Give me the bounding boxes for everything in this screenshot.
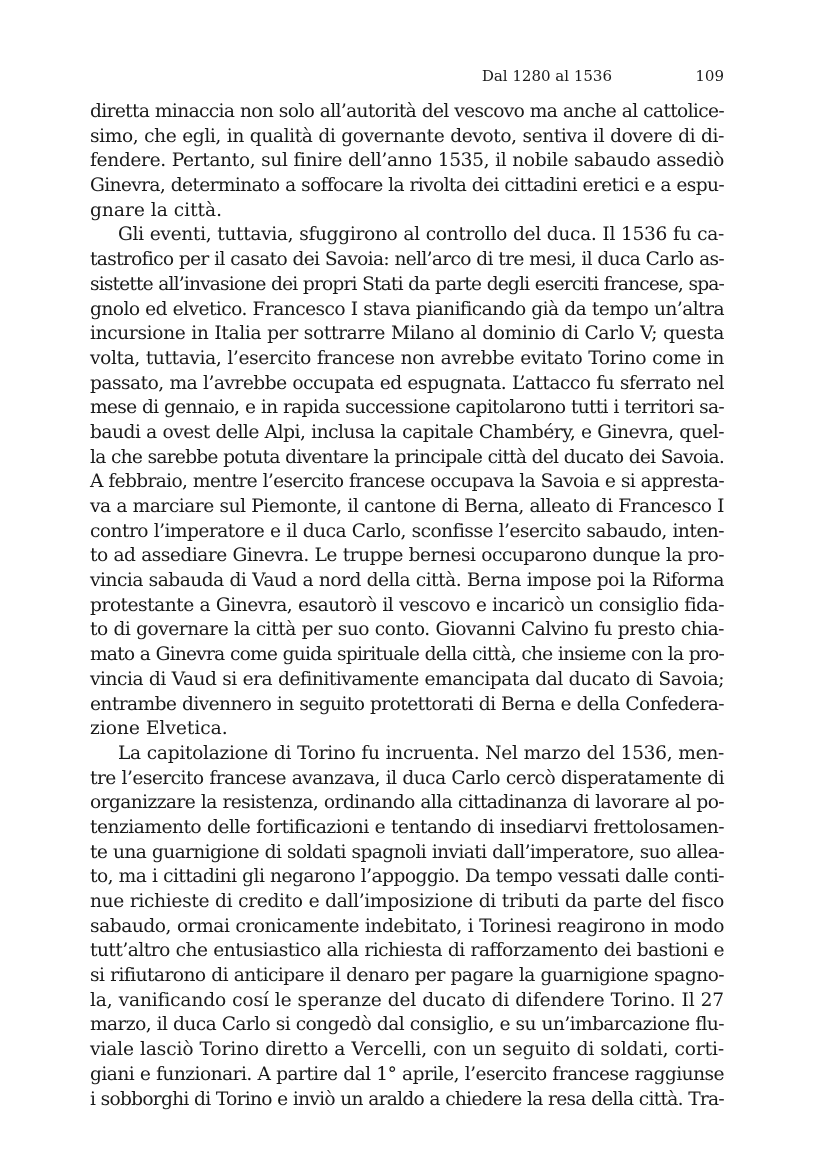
text-line: La capitolazione di Torino fu incruenta. Nel marzo del 1536, men-: [118, 742, 724, 764]
text-line: la, vanificando cosí le speranze del ducato di difendere Torino. Il 27: [90, 989, 724, 1011]
text-line: organizzare la resistenza, ordinando alla cittadinanza di lavorare al po-: [90, 792, 724, 814]
text-line: i sobborghi di Torino e inviò un araldo a chiedere la resa della città. Tra-: [90, 1088, 724, 1110]
text-line: volta, tuttavia, l’esercito francese non avrebbe evitato Torino come in: [90, 347, 724, 369]
text-line: contro l’imperatore e il duca Carlo, sconfisse l’esercito sabaudo, inten-: [90, 520, 724, 542]
text-line: to ad assediare Ginevra. Le truppe bernesi occuparono dunque la pro-: [90, 545, 724, 567]
text-line: A febbraio, mentre l’esercito francese occupava la Savoia e si appresta-: [90, 471, 724, 493]
text-line: gnare la città.: [90, 199, 223, 221]
text-line: gnolo ed elvetico. Francesco I stava pianificando già da tempo un’altra: [90, 298, 724, 320]
text-line: la che sarebbe potuta diventare la principale città del ducato dei Savoia.: [90, 446, 724, 468]
text-line: to, ma i cittadini gli negarono l’appoggio. Da tempo vessati dalle conti-: [90, 866, 724, 888]
text-line: diretta minaccia non solo all’autorità del vescovo ma anche al cattolice-: [90, 101, 724, 122]
text-line: tre l’esercito francese avanzava, il duca Carlo cercò disperatamente di: [90, 767, 724, 789]
running-head: [90, 64, 724, 88]
text-line: mato a Ginevra come guida spirituale della città, che insieme con la pro-: [90, 644, 724, 666]
text-line: entrambe divennero in seguito protettorati di Berna e della Confedera-: [90, 693, 724, 715]
text-line: Ginevra, determinato a soffocare la rivolta dei cittadini eretici e a espu-: [90, 175, 724, 197]
text-line: baudi a ovest delle Alpi, inclusa la capitale Chambéry, e Ginevra, quel-: [90, 421, 724, 443]
text-line: sabaudo, ormai cronicamente indebitato, i Torinesi reagirono in modo: [90, 915, 724, 937]
text-line: sistette all’invasione dei propri Stati da parte degli eserciti francese, spa-: [90, 273, 724, 295]
text-line: tenziamento delle fortificazioni e tentando di insediarvi frettolosamen-: [90, 816, 724, 838]
text-line: mese di gennaio, e in rapida successione capitolarono tutti i territori sa-: [90, 397, 724, 419]
text-line: passato, ma l’avrebbe occupata ed espugnata. L’attacco fu sferrato nel: [90, 372, 724, 394]
text-line: viale lasciò Torino diretto a Vercelli, con un seguito di soldati, corti-: [90, 1039, 724, 1061]
text-line: Gli eventi, tuttavia, sfuggirono al controllo del duca. Il 1536 fu ca-: [118, 224, 724, 246]
text-line: protestante a Ginevra, esautorò il vescovo e incaricò un consiglio fida-: [90, 594, 724, 616]
page-number: 109: [695, 67, 724, 85]
text-line: zione Elvetica.: [90, 718, 228, 740]
text-line: vincia di Vaud si era definitivamente emancipata dal ducato di Savoia;: [90, 668, 724, 690]
running-head-title: Dal 1280 al 1536: [481, 67, 612, 85]
text-line: nue richieste di credito e dall’imposizione di tributi da parte del fisco: [90, 891, 724, 912]
text-line: marzo, il duca Carlo si congedò dal consiglio, e su un’imbarcazione flu-: [90, 1014, 724, 1036]
text-line: tastrofico per il casato dei Savoia: nell’arco di tre mesi, il duca Carlo as-: [90, 249, 724, 271]
text-line: si rifiutarono di anticipare il denaro per pagare la guarnigione spagno-: [90, 965, 724, 987]
text-line: te una guarnigione di soldati spagnoli inviati dall’imperatore, suo allea-: [90, 841, 724, 863]
text-line: simo, che egli, in qualità di governante devoto, sentiva il dovere di di-: [90, 125, 724, 147]
body-text: [90, 100, 724, 1112]
text-line: giani e funzionari. A partire dal 1° aprile, l’esercito francese raggiunse: [90, 1063, 724, 1085]
text-line: tutt’altro che entusiastico alla richiesta di rafforzamento dei bastioni e: [90, 940, 724, 962]
text-line: to di governare la città per suo conto. Giovanni Calvino fu presto chia-: [90, 619, 724, 641]
text-line: va a marciare sul Piemonte, il cantone di Berna, alleato di Francesco I: [90, 496, 724, 517]
text-line: vincia sabauda di Vaud a nord della città. Berna impose poi la Riforma: [90, 570, 724, 592]
text-line: incursione in Italia per sottrarre Milano al dominio di Carlo V; questa: [90, 323, 724, 345]
text-line: fendere. Pertanto, sul finire dell’anno 1535, il nobile sabaudo assediò: [90, 150, 724, 172]
